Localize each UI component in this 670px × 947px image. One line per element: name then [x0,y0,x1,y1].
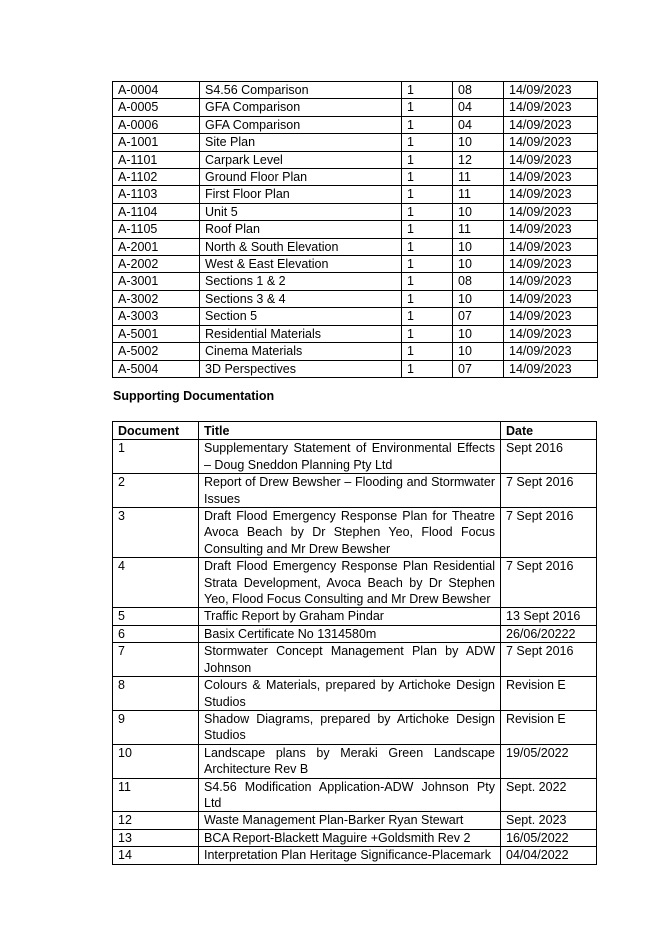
drawing-code: A-1105 [113,221,200,238]
drawing-quantity: 1 [402,290,453,307]
table-row [113,290,598,307]
drawing-code: A-1101 [113,151,200,168]
document-date: 13 Sept 2016 [501,608,597,625]
document-date: 7 Sept 2016 [501,643,597,677]
document-date: Sept. 2022 [501,778,597,812]
table-row [113,82,598,99]
drawing-title: Sections 3 & 4 [200,290,402,307]
drawing-date: 14/09/2023 [504,134,598,151]
drawing-revision: 10 [453,203,504,220]
table-row [113,474,597,508]
drawing-title: Ground Floor Plan [200,169,402,186]
drawing-code: A-1104 [113,203,200,220]
section-heading: Supporting Documentation [113,389,275,403]
drawing-title: Unit 5 [200,203,402,220]
drawing-date: 14/09/2023 [504,203,598,220]
drawing-revision: 08 [453,273,504,290]
document-title: Traffic Report by Graham Pindar [199,608,501,625]
drawing-date: 14/09/2023 [504,343,598,360]
document-number: 7 [113,643,199,677]
drawing-code: A-0004 [113,82,200,99]
table-row [113,99,598,116]
drawing-title: Carpark Level [200,151,402,168]
drawing-code: A-0006 [113,116,200,133]
drawing-date: 14/09/2023 [504,290,598,307]
drawing-quantity: 1 [402,99,453,116]
document-title: BCA Report-Blackett Maguire +Goldsmith Rev 2 [199,829,501,846]
document-number: 9 [113,710,199,744]
drawing-code: A-2002 [113,256,200,273]
table-row [113,847,597,864]
document-date: 26/06/20222 [501,625,597,642]
drawing-title: Roof Plan [200,221,402,238]
document-title: Waste Management Plan-Barker Ryan Stewart [199,812,501,829]
document-title: Interpretation Plan Heritage Significance-Placemark [199,847,501,864]
document-title: Stormwater Concept Management Plan by ADW Johnson [199,643,501,677]
document-number: 8 [113,677,199,711]
document-date: 19/05/2022 [501,744,597,778]
drawing-quantity: 1 [402,343,453,360]
drawing-code: A-5004 [113,360,200,377]
document-number: 12 [113,812,199,829]
document-date: 7 Sept 2016 [501,508,597,558]
drawing-quantity: 1 [402,134,453,151]
drawing-title: S4.56 Comparison [200,82,402,99]
drawing-revision: 04 [453,116,504,133]
drawing-date: 14/09/2023 [504,82,598,99]
drawing-title: GFA Comparison [200,99,402,116]
document-number: 5 [113,608,199,625]
drawing-title: Site Plan [200,134,402,151]
drawing-date: 14/09/2023 [504,169,598,186]
table-row [113,508,597,558]
document-title: Shadow Diagrams, prepared by Artichoke Design Studios [199,710,501,744]
drawing-title: Cinema Materials [200,343,402,360]
drawing-revision: 10 [453,134,504,151]
document-number: 11 [113,778,199,812]
drawing-quantity: 1 [402,325,453,342]
drawing-revision: 10 [453,238,504,255]
document-date: Sept. 2023 [501,812,597,829]
table-row [113,186,598,203]
drawing-quantity: 1 [402,203,453,220]
table-row [113,256,598,273]
drawing-date: 14/09/2023 [504,325,598,342]
drawing-code: A-1103 [113,186,200,203]
document-date: 7 Sept 2016 [501,558,597,608]
drawing-code: A-5002 [113,343,200,360]
document-date: Sept 2016 [501,440,597,474]
drawing-revision: 08 [453,82,504,99]
drawing-quantity: 1 [402,82,453,99]
table-row [113,778,597,812]
drawing-date: 14/09/2023 [504,99,598,116]
drawing-revision: 07 [453,360,504,377]
table-row [113,812,597,829]
document-date: 7 Sept 2016 [501,474,597,508]
drawing-date: 14/09/2023 [504,238,598,255]
document-title: Colours & Materials, prepared by Artichoke Design Studios [199,677,501,711]
drawing-revision: 11 [453,186,504,203]
table-row [113,643,597,677]
document-title: Landscape plans by Meraki Green Landscape Architecture Rev B [199,744,501,778]
drawing-code: A-5001 [113,325,200,342]
drawing-date: 14/09/2023 [504,221,598,238]
document-number: 1 [113,440,199,474]
table-row [113,744,597,778]
document-number: 10 [113,744,199,778]
drawing-revision: 11 [453,169,504,186]
drawing-code: A-2001 [113,238,200,255]
drawing-revision: 10 [453,290,504,307]
header-title: Title [199,422,501,440]
header-document: Document [113,422,199,440]
drawing-quantity: 1 [402,273,453,290]
table-row [113,558,597,608]
supporting-documentation-table [112,421,597,865]
table-row [113,440,597,474]
table-row [113,116,598,133]
drawing-title: First Floor Plan [200,186,402,203]
drawing-quantity: 1 [402,238,453,255]
document-number: 14 [113,847,199,864]
drawing-revision: 10 [453,343,504,360]
table-row [113,829,597,846]
document-title: Draft Flood Emergency Response Plan Residential Strata Development, Avoca Beach by Dr Stephen Yeo, Flood Focus Consulting and Mr Drew Bewsher [199,558,501,608]
drawing-revision: 10 [453,256,504,273]
drawing-title: GFA Comparison [200,116,402,133]
table-row [113,710,597,744]
drawing-quantity: 1 [402,221,453,238]
document-title: Basix Certificate No 1314580m [199,625,501,642]
drawing-code: A-0005 [113,99,200,116]
table-row [113,677,597,711]
table-row [113,151,598,168]
drawing-quantity: 1 [402,116,453,133]
drawing-code: A-1001 [113,134,200,151]
table-row [113,625,597,642]
drawing-date: 14/09/2023 [504,256,598,273]
drawing-date: 14/09/2023 [504,360,598,377]
document-title: S4.56 Modification Application-ADW Johnson Pty Ltd [199,778,501,812]
drawing-code: A-3003 [113,308,200,325]
table-header-row [113,422,597,440]
drawing-quantity: 1 [402,169,453,186]
document-date: 04/04/2022 [501,847,597,864]
drawing-code: A-3001 [113,273,200,290]
document-date: Revision E [501,677,597,711]
drawing-quantity: 1 [402,308,453,325]
document-number: 2 [113,474,199,508]
drawing-title: Sections 1 & 2 [200,273,402,290]
drawing-quantity: 1 [402,186,453,203]
table-row [113,608,597,625]
drawing-quantity: 1 [402,360,453,377]
drawing-date: 14/09/2023 [504,273,598,290]
document-number: 4 [113,558,199,608]
document-date: Revision E [501,710,597,744]
table-row [113,238,598,255]
document-number: 13 [113,829,199,846]
document-number: 6 [113,625,199,642]
drawing-register-table [112,81,598,378]
table-row [113,169,598,186]
table-row [113,308,598,325]
table-row [113,325,598,342]
drawing-revision: 12 [453,151,504,168]
drawing-revision: 07 [453,308,504,325]
drawing-revision: 04 [453,99,504,116]
document-title: Report of Drew Bewsher – Flooding and Stormwater Issues [199,474,501,508]
drawing-code: A-1102 [113,169,200,186]
document-title: Supplementary Statement of Environmental Effects – Doug Sneddon Planning Pty Ltd [199,440,501,474]
drawing-date: 14/09/2023 [504,186,598,203]
drawing-code: A-3002 [113,290,200,307]
table-row [113,221,598,238]
drawing-quantity: 1 [402,256,453,273]
document-date: 16/05/2022 [501,829,597,846]
table-row [113,134,598,151]
table-row [113,203,598,220]
drawing-date: 14/09/2023 [504,308,598,325]
table-row [113,343,598,360]
header-date: Date [501,422,597,440]
drawing-title: North & South Elevation [200,238,402,255]
drawing-revision: 11 [453,221,504,238]
table-row [113,273,598,290]
document-title: Draft Flood Emergency Response Plan for Theatre Avoca Beach by Dr Stephen Yeo, Flood Focus Consulting and Mr Drew Bewsher [199,508,501,558]
drawing-date: 14/09/2023 [504,116,598,133]
drawing-quantity: 1 [402,151,453,168]
drawing-title: Section 5 [200,308,402,325]
drawing-title: 3D Perspectives [200,360,402,377]
drawing-title: West & East Elevation [200,256,402,273]
table-row [113,360,598,377]
drawing-date: 14/09/2023 [504,151,598,168]
document-number: 3 [113,508,199,558]
drawing-title: Residential Materials [200,325,402,342]
drawing-revision: 10 [453,325,504,342]
